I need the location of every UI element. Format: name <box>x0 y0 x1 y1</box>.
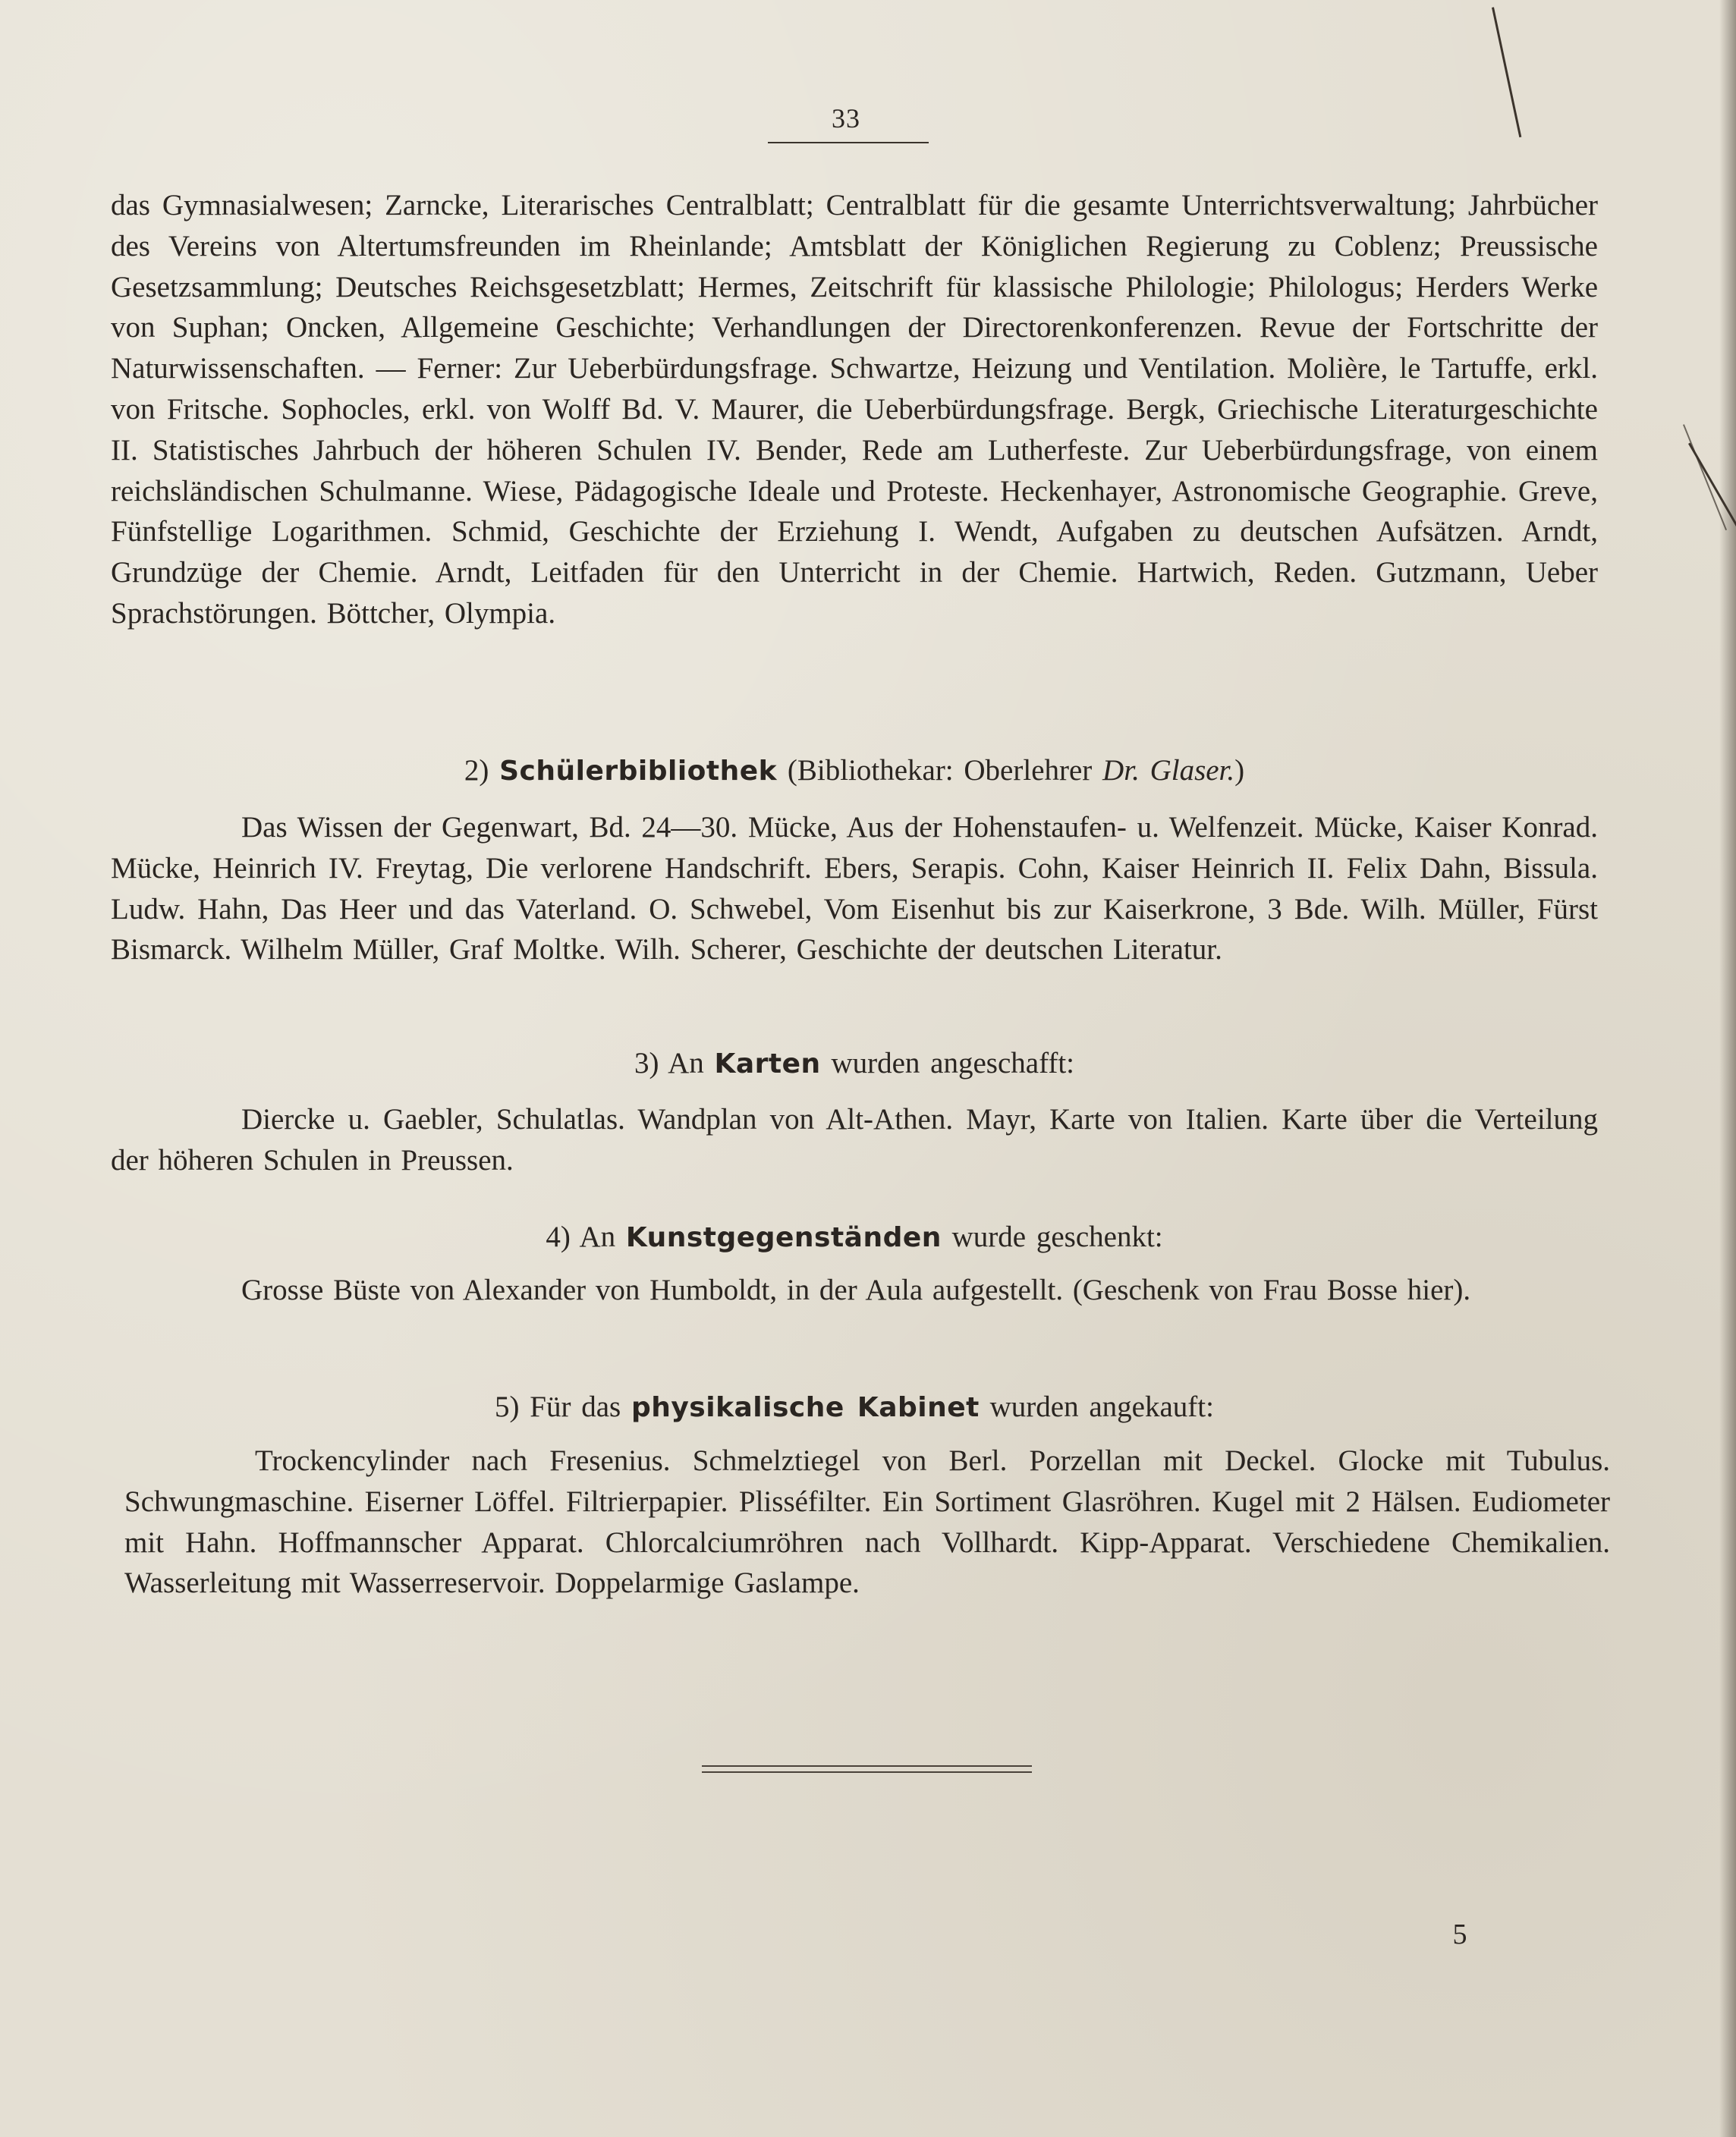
section-heading-physikalisches-kabinet <box>111 1387 1598 1428</box>
section-heading-karten <box>111 1043 1598 1085</box>
section-paragraph-block <box>111 807 1598 970</box>
signature-mark: 5 <box>1452 1919 1467 1950</box>
margin-mark-top <box>1492 7 1521 137</box>
section-paragraph-physikalisches-kabinet: Trockencylinder nach Fresenius. Schmelztiegel von Berl. Porzellan mit Deckel. Glocke mit Tubulus. Schwungmaschine. Eiserner Löffel. Filtrierpapier. Plisséfilter. Ein Sortiment Glasröhren. Kugel mit 2 Hälsen. Eudiometer mit Hahn. Hoffmannscher Apparat. Chlorcalciumröhren nach Vollhardt. Kipp-Apparat. Verschiedene Chemikalien. Wasserleitung mit Wasserreservoir. Doppelarmige Gaslampe. <box>124 1444 1610 1600</box>
page-edge-shadow <box>1719 0 1736 2137</box>
intro-paragraph: das Gymnasialwesen; Zarncke, Literarisches Centralblatt; Centralblatt für die gesamte Unterrichtsverwaltung; Jahrbücher des Vereins von Altertumsfreunden im Rheinlande; Amtsblatt der Königlichen Regierung zu Coblenz; Preussische Gesetzsammlung; Deutsches Reichsgesetzblatt; Hermes, Zeitschrift für klassische Philologie; Philologus; Herders Werke von Suphan; Oncken, Allgemeine Geschichte; Verhandlungen der Directorenkonferenzen. Revue der Fortschritte der Naturwissenschaften. — Ferner: Zur Ueberbürdungsfrage. Schwartze, Heizung und Ventilation. Molière, le Tartuffe, erkl. von Fritsche. Sophocles, erkl. von Wolff Bd. V. Maurer, die Ueberbürdungsfrage. Bergk, Griechische Literaturgeschichte II. Statistisches Jahrbuch der höheren Schulen IV. Bender, Rede am Lutherfeste. Zur Ueberbürdungsfrage, von einem reichsländischen Schulmanne. Wiese, Pädagogische Ideale und Proteste. Heckenhayer, Astronomische Geographie. Greve, Fünfstellige Logarithmen. Schmid, Geschichte der Erziehung I. Wendt, Aufgaben zu deutschen Aufsätzen. Arndt, Grundzüge der Chemie. Arndt, Leitfaden für den Unterricht in der Chemie. Hartwich, Reden. Gutzmann, Ueber Sprachstörungen. Böttcher, Olympia. <box>111 189 1598 630</box>
section-suffix: ) <box>1234 754 1245 787</box>
section-paragraph-kunstgegenstaende: Grosse Büste von Alexander von Humboldt, in der Aula aufgestellt. (Geschenk von Frau Bosse hier). <box>241 1274 1471 1306</box>
section-prefix: 2) <box>464 754 500 787</box>
section-heading-kunstgegenstaende <box>111 1217 1598 1259</box>
section-title: Karten <box>714 1048 821 1079</box>
section-heading-schuelerbibliothek <box>111 750 1598 792</box>
section-rest: wurden angeschafft: <box>820 1047 1075 1079</box>
page-number: 33 <box>832 103 860 134</box>
intro-paragraph-block <box>111 185 1598 634</box>
section-title: Schülerbibliothek <box>499 756 778 787</box>
section-paragraph-block <box>111 1099 1598 1181</box>
section-paragraph-block <box>124 1441 1610 1604</box>
section-title: Kunstgegenständen <box>625 1222 942 1253</box>
section-paragraph-block <box>111 1270 1598 1311</box>
section-prefix: 3) An <box>634 1047 715 1079</box>
section-prefix: 5) Für das <box>495 1391 631 1423</box>
section-paragraph-schuelerbibliothek: Das Wissen der Gegenwart, Bd. 24—30. Mücke, Aus der Hohenstaufen- u. Welfenzeit. Mücke, Kaiser Konrad. Mücke, Heinrich IV. Freytag, Die verlorene Handschrift. Ebers, Serapis. Cohn, Kaiser Heinrich II. Felix Dahn, Bissula. Ludw. Hahn, Das Heer und das Vaterland. O. Schwebel, Vom Eisenhut bis zur Kaiserkrone, 3 Bde. Wilh. Müller, Fürst Bismarck. Wilhelm Müller, Graf Moltke. Wilh. Scherer, Geschichte der deutschen Literatur. <box>111 811 1598 966</box>
section-rest: wurde geschenkt: <box>941 1221 1163 1253</box>
section-title: physikalische Kabinet <box>631 1392 980 1423</box>
header-rule <box>768 142 929 143</box>
librarian-name: Dr. Glaser. <box>1102 754 1235 787</box>
section-prefix: 4) An <box>546 1221 626 1253</box>
end-rule <box>702 1765 1032 1767</box>
end-rule <box>702 1771 1032 1773</box>
section-rest: (Bibliothekar: Oberlehrer <box>777 754 1103 787</box>
section-paragraph-karten: Diercke u. Gaebler, Schulatlas. Wandplan von Alt-Athen. Mayr, Karte von Italien. Karte über die Verteilung der höheren Schulen in Preussen. <box>111 1103 1598 1177</box>
section-rest: wurden angekauft: <box>979 1391 1214 1423</box>
